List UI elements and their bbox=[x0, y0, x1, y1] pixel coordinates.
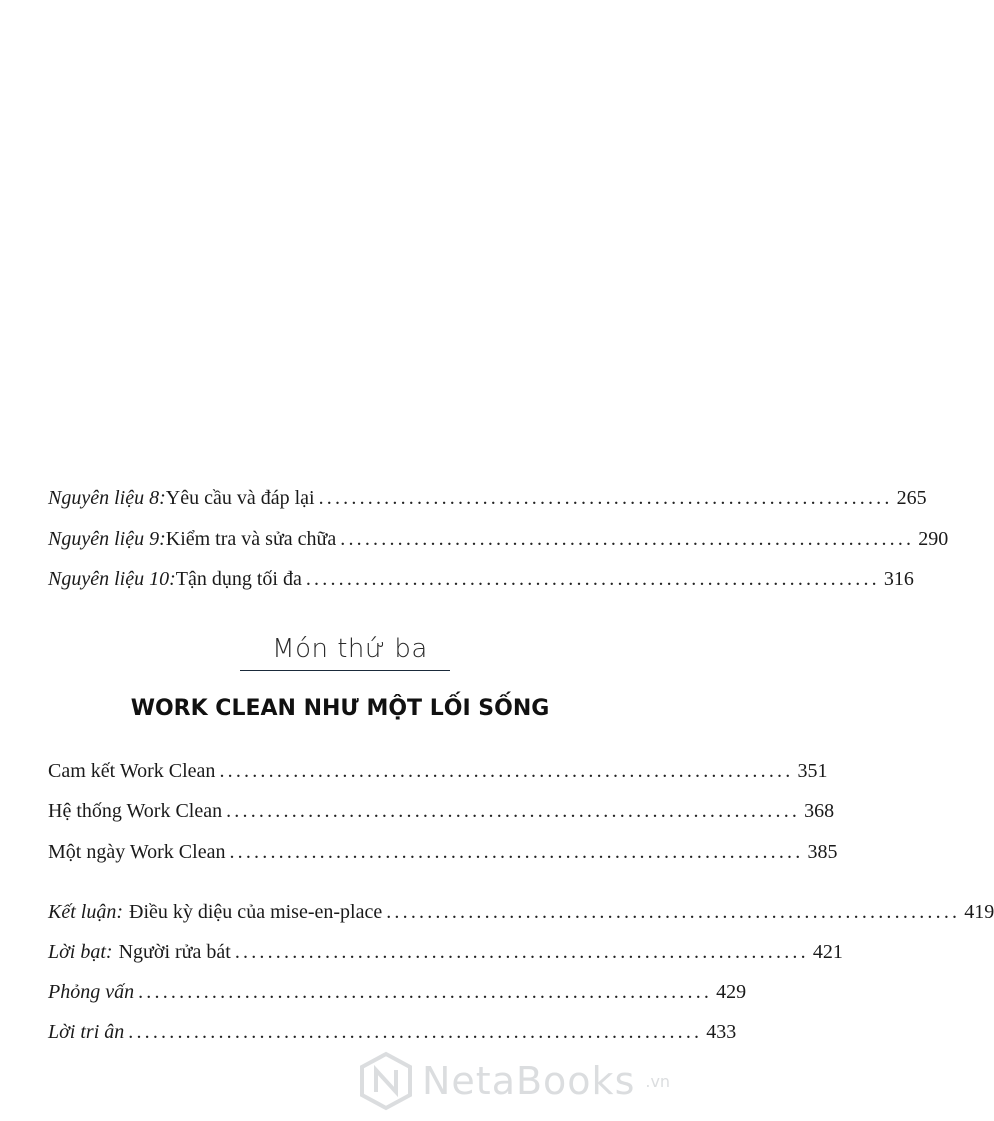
toc-entry-page: 421 bbox=[812, 941, 843, 963]
dot-leader: ...................................................................... bbox=[219, 760, 794, 782]
toc-entry-page: 419 bbox=[964, 901, 994, 923]
brand-logo-icon bbox=[360, 1052, 412, 1110]
toc-entry-title: Điều kỳ diệu của mise-en-place bbox=[129, 901, 383, 923]
dot-leader: ...................................................................... bbox=[318, 487, 893, 509]
toc-entry-page: 290 bbox=[918, 528, 949, 550]
toc-entry-page: 368 bbox=[804, 800, 835, 822]
dot-leader: ...................................................................... bbox=[226, 800, 801, 822]
toc-entry-page: 385 bbox=[807, 841, 838, 863]
dot-leader: ...................................................................... bbox=[386, 901, 961, 923]
dot-leader: ...................................................................... bbox=[340, 528, 915, 550]
dot-leader: ...................................................................... bbox=[128, 1021, 703, 1043]
toc-entry bbox=[48, 568, 914, 598]
toc-entry-page: 429 bbox=[716, 981, 747, 1003]
toc-entry-page: 316 bbox=[883, 568, 914, 590]
toc-entry-title: Một ngày Work Clean bbox=[48, 841, 226, 863]
dot-leader: ...................................................................... bbox=[229, 841, 804, 863]
toc-entry-page: 265 bbox=[896, 487, 927, 509]
toc-entry bbox=[48, 800, 835, 830]
toc-entry-title: Người rửa bát bbox=[118, 941, 231, 963]
dot-leader: ...................................................................... bbox=[138, 981, 713, 1003]
toc-entry bbox=[48, 760, 828, 790]
toc-entry bbox=[48, 528, 949, 558]
section-heading: Món thứ ba bbox=[272, 634, 428, 664]
toc-entry-label: Nguyên liệu 9: bbox=[48, 528, 166, 550]
toc-entry bbox=[48, 981, 747, 1011]
toc-entry bbox=[48, 841, 838, 871]
toc-entry bbox=[48, 901, 994, 931]
toc-entry-title: Hệ thống Work Clean bbox=[48, 800, 223, 822]
toc-entry-title: Yêu cầu và đáp lại bbox=[165, 487, 315, 509]
toc-entry-label: Phỏng vấn bbox=[48, 981, 135, 1003]
watermark bbox=[360, 1046, 690, 1116]
watermark-suffix: .vn bbox=[645, 1071, 671, 1091]
toc-entry-label: Kết luận: bbox=[48, 901, 123, 923]
heading-divider bbox=[240, 670, 450, 671]
toc-entry-label: Lời tri ân bbox=[48, 1021, 125, 1043]
toc-entry-label: Nguyên liệu 10: bbox=[48, 568, 176, 590]
watermark-brand: NetaBooks bbox=[422, 1059, 636, 1103]
toc-entry bbox=[48, 487, 927, 517]
toc-entry-label: Nguyên liệu 8: bbox=[48, 487, 166, 509]
dot-leader: ...................................................................... bbox=[305, 568, 880, 590]
toc-entry bbox=[48, 941, 843, 971]
toc-entry-page: 351 bbox=[797, 760, 828, 782]
toc-entry-title: Kiểm tra và sửa chữa bbox=[165, 528, 337, 550]
toc-entry-title: Tận dụng tối đa bbox=[175, 568, 302, 590]
toc-entry-page: 433 bbox=[706, 1021, 737, 1043]
section-title: WORK CLEAN NHƯ MỘT LỐI SỐNG bbox=[130, 696, 550, 721]
dot-leader: ...................................................................... bbox=[234, 941, 809, 963]
toc-entry-label: Lời bạt: bbox=[48, 941, 113, 963]
toc-entry-title: Cam kết Work Clean bbox=[48, 760, 216, 782]
